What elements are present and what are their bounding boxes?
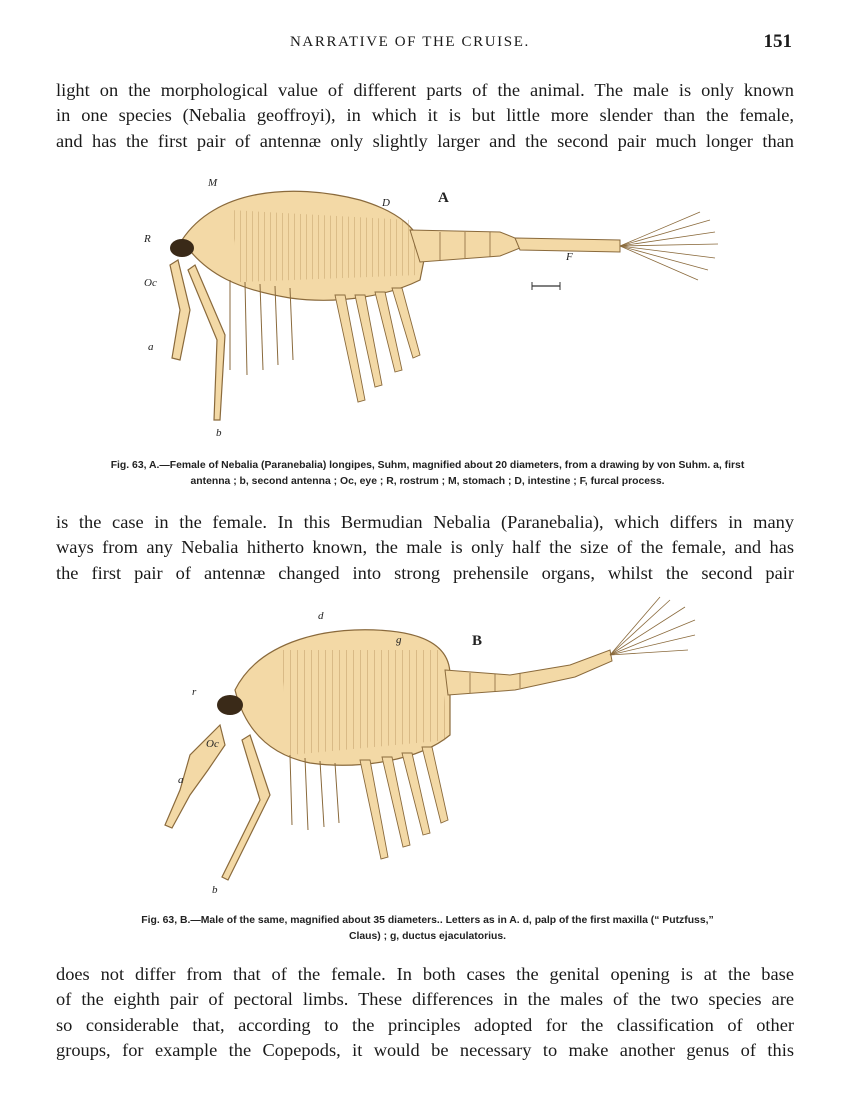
label-b: b (212, 884, 218, 896)
paragraph-line: light on the morphological value of different parts of the animal. The male is only known (56, 80, 794, 100)
paragraph-line: so considerable that, according to the principles adopted for the classification of other (56, 1014, 794, 1035)
caption-line: Fig. 63, A.—Female of Nebalia (Paranebalia) longipes, Suhm, magnified about 20 diameters, from a drawing by von Suhm. a, first (110, 460, 745, 471)
paragraph-line: does not differ from that of the female. In both cases the genital opening is at the base (56, 964, 794, 984)
label-g: g (396, 634, 402, 646)
figure-b-drawing (150, 595, 710, 905)
figure-b-caption (60, 913, 795, 945)
paragraph-line: of the eighth pair of pectoral limbs. These differences in the males of the two species are (56, 989, 794, 1010)
page-number: 151 (763, 31, 792, 52)
running-head (0, 31, 850, 58)
eye-oc (217, 695, 243, 715)
label-r: r (192, 686, 197, 698)
paragraph-line: in one species (Nebalia geoffroyi), in which it is but little more slender than the female, (56, 105, 794, 126)
label-d: d (318, 610, 324, 622)
paragraph-line: and has the first pair of antennæ only slightly larger and the second pair much longer than (56, 130, 794, 151)
label-a: a (148, 341, 154, 353)
label-D: D (382, 197, 390, 209)
paragraph-line: ways from any Nebalia hitherto known, the male is only half the size of the female, and has (56, 537, 794, 558)
running-title: NARRATIVE OF THE CRUISE. (290, 34, 530, 50)
furcal-tuft (620, 212, 718, 280)
figure-b-male-illustration (150, 595, 710, 905)
eye-oc (170, 239, 194, 257)
label-a: a (178, 774, 184, 786)
label-Oc: Oc (206, 738, 219, 750)
figure-a-drawing (120, 170, 740, 450)
label-A: A (438, 190, 449, 206)
label-B: B (472, 633, 483, 649)
label-M: M (208, 177, 218, 189)
paragraph-line: groups, for example the Copepods, it would be necessary to make another genus of this (56, 1039, 794, 1060)
label-Oc: Oc (144, 277, 157, 289)
paragraph-3 (56, 962, 794, 1063)
label-F: F (566, 251, 573, 263)
paragraph-2 (56, 510, 794, 586)
label-b: b (216, 427, 222, 439)
paragraph-1 (56, 78, 794, 154)
caption-line: Fig. 63, B.—Male of the same, magnified about 35 diameters.. Letters as in A. d, palp of the first maxilla (“ Putzfuss,” (141, 915, 714, 926)
paragraph-line: the first pair of antennæ changed into strong prehensile organs, whilst the second pair (56, 562, 794, 583)
label-R: R (144, 233, 151, 245)
caption-line: antenna ; b, second antenna ; Oc, eye ; R, rostrum ; M, stomach ; D, intestine ; F, furcal process. (190, 476, 665, 487)
furcal-tuft (610, 597, 695, 655)
figure-a-caption (60, 458, 795, 490)
figure-a-female-illustration (120, 170, 740, 450)
caption-line: Claus) ; g, ductus ejaculatorius. (348, 931, 507, 942)
paragraph-line: is the case in the female. In this Bermudian Nebalia (Paranebalia), which differs in many (56, 512, 794, 532)
